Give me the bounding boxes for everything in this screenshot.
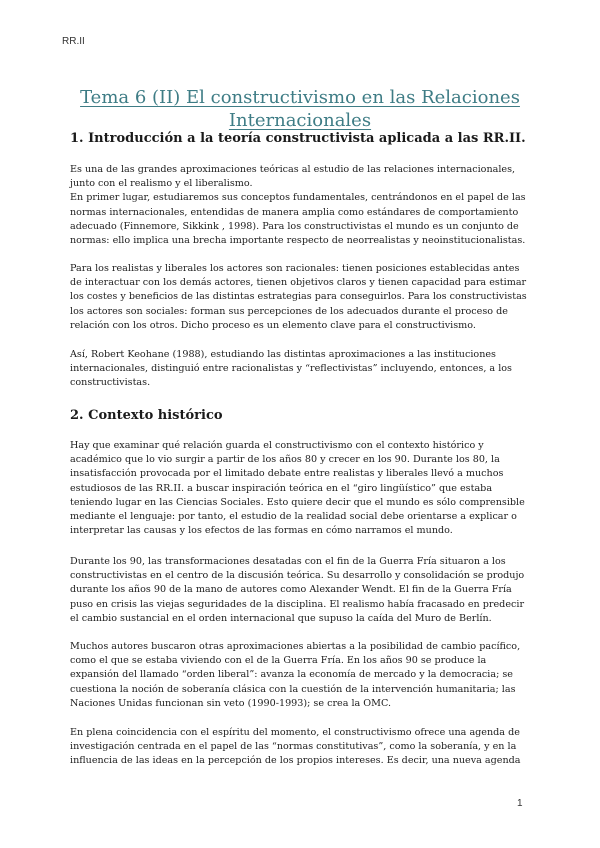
text-line: los actores son sociales: forman sus percepciones de los adecuados durante el proceso de xyxy=(70,305,508,317)
text-line: de interactuar con los demás actores, tienen objetivos claros y tienen capacidad para estimar xyxy=(70,277,527,289)
text-line: Naciones Unidas funcionan sin veto (1990-1993); se crea la OMC. xyxy=(70,697,392,709)
text-line: Hay que examinar qué relación guarda el constructivismo con el contexto histórico y xyxy=(70,440,484,451)
text-line: junto con el realismo y el liberalismo. xyxy=(70,178,253,190)
text-line: En plena coincidencia con el espíritu del momento, el constructivismo ofrece una agenda de xyxy=(70,727,520,738)
text-line: el cambio sustancial en el orden internacional que supuso la caída del Muro de Berlín. xyxy=(70,612,492,624)
section-2-paragraph-2 xyxy=(70,555,528,626)
text-line: En primer lugar, estudiaremos sus conceptos fundamentales, centrándonos en el papel de las xyxy=(70,192,526,204)
text-line: mediante el lenguaje: por tanto, el estudio de la realidad social debe orientarse a explicar o xyxy=(70,511,517,523)
text-line: puso en crisis las viejas seguridades de la disciplina. El realismo había fracasado en predecir xyxy=(70,598,525,610)
text-line: insatisfacción provocada por el limitado debate entre realistas y liberales llevó a muchos xyxy=(70,468,504,480)
text-line: expansión del llamado “orden liberal”: avanza la economía de mercado y la democracia; se xyxy=(70,669,513,681)
section-1-paragraph-1 xyxy=(70,163,528,248)
text-line: Así, Robert Keohane (1988), estudiando las distintas aproximaciones a las instituciones xyxy=(70,349,496,360)
text-line: adecuado (Finnemore, Sikkink , 1998). Para los constructivistas el mundo es un conjunto de xyxy=(70,220,519,232)
text-line: influencia de las ideas en la percepción de los propios intereses. Es decir, una nueva agenda xyxy=(70,755,521,767)
text-line: cuestiona la noción de soberanía clásica con la cuestión de la intervención humanitaria; las xyxy=(70,683,516,695)
section-1-paragraph-3 xyxy=(70,348,528,391)
text-line: interpretar las causas y los efectos de las formas en cómo narramos el mundo. xyxy=(70,525,453,537)
section-2-paragraph-4 xyxy=(70,726,528,769)
title-line-1: Tema 6 (II) El constructivismo en las Relaciones xyxy=(80,87,520,109)
text-line: constructivistas en el centro de la discusión teórica. Su desarrollo y consolidación se produjo xyxy=(70,570,525,582)
text-line: estudiosos de las RR.II. a buscar inspiración teórica en el “giro lingüístico” que estaba xyxy=(70,482,493,494)
document-title xyxy=(60,86,540,132)
text-line: normas: ello implica una brecha importante respecto de neorrealistas y neoinstitucionalistas. xyxy=(70,235,526,247)
text-line: Muchos autores buscaron otras aproximaciones abiertas a la posibilidad de cambio pacífico, xyxy=(70,641,521,652)
text-line: Para los realistas y liberales los actores son racionales: tienen posiciones establecidas antes xyxy=(70,263,520,274)
text-line: académico que lo vio surgir a partir de los años 80 y crecer en los 90. Durante los 80, la xyxy=(70,454,500,466)
text-line: durante los años 90 de la mano de autores como Alexander Wendt. El fin de la Guerra Fría xyxy=(70,584,512,596)
section-2-paragraph-1 xyxy=(70,439,528,538)
page-number: 1 xyxy=(517,798,523,809)
text-line: internacionales, distinguió entre racionalistas y “reflectivistas” incluyendo, entonces, a los xyxy=(70,363,512,375)
section-1-heading: 1. Introducción a la teoría constructivista aplicada a las RR.II. xyxy=(70,131,526,146)
text-line: investigación centrada en el papel de las “normas constitutivas”, como la soberanía, y en la xyxy=(70,741,517,753)
title-line-2: Internacionales xyxy=(228,110,372,132)
text-line: normas internacionales, entendidas de manera amplia como estándares de comportamiento xyxy=(70,206,519,218)
section-1-paragraph-2 xyxy=(70,262,528,333)
section-2-paragraph-3 xyxy=(70,640,528,711)
text-line: Es una de las grandes aproximaciones teóricas al estudio de las relaciones internacionales, xyxy=(70,164,516,175)
section-2-heading: 2. Contexto histórico xyxy=(70,408,223,423)
text-line: teniendo lugar en las Ciencias Sociales. Esto quiere decir que el mundo es sólo comprensible xyxy=(70,496,525,508)
text-line: como el que se estaba viviendo con el de la Guerra Fría. En los años 90 se produce la xyxy=(70,655,487,667)
text-line: relación con los otros. Dicho proceso es un elemento clave para el constructivismo. xyxy=(70,319,476,331)
text-line: Durante los 90, las transformaciones desatadas con el fin de la Guerra Fría situaron a los xyxy=(70,556,506,567)
page-header: RR.II xyxy=(62,36,85,47)
text-line: los costes y beneficios de las distintas estrategias para conseguirlos. Para los constructivistas xyxy=(70,291,527,303)
text-line: constructivistas. xyxy=(70,377,151,389)
